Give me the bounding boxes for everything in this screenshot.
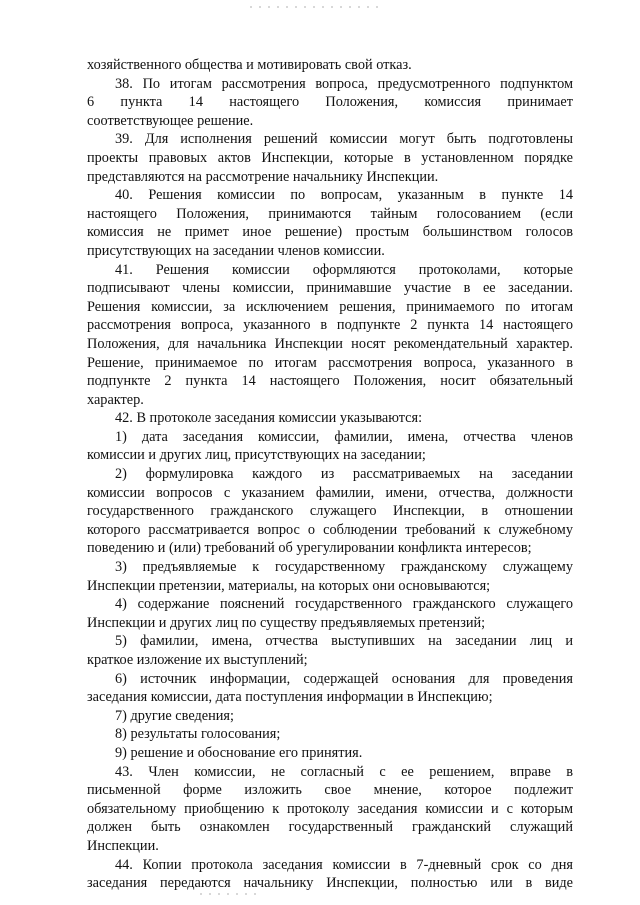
text-line: 4) содержание пояснений государственного гражданского служащего <box>115 596 573 613</box>
text-line: 2) формулировка каждого из рассматриваемых на заседании <box>115 466 573 483</box>
text-line: 8) результаты голосования; <box>115 726 281 743</box>
text-line: 3) предъявляемые к государственному гражданскому служащему <box>115 559 573 576</box>
scan-artifact <box>250 6 380 8</box>
text-line: 38. По итогам рассмотрения вопроса, предусмотренного подпунктом <box>115 75 573 92</box>
text-line: присутствующих на заседании членов комиссии. <box>87 242 385 259</box>
text-line: представляются на рассмотрение начальнику Инспекции. <box>87 168 439 185</box>
text-line: 43. Член комиссии, не согласный с ее решением, вправе в <box>115 763 573 780</box>
text-line: которого рассматривается вопрос о соблюдении требований к служебному <box>87 521 573 538</box>
text-line: комиссии и других лиц, присутствующих на заседании; <box>87 447 426 464</box>
scan-artifact <box>200 893 260 895</box>
text-line: обязательному приобщению к протоколу заседания комиссии и с которым <box>87 800 573 817</box>
text-line: проекты правовых актов Инспекции, которые в установленном порядке <box>87 149 573 166</box>
text-line: 40. Решения комиссии по вопросам, указанным в пункте 14 <box>115 187 573 204</box>
text-line: характер. <box>87 391 144 408</box>
text-line: Инспекции. <box>87 837 159 854</box>
text-line: краткое изложение их выступлений; <box>87 652 308 668</box>
text-line: соответствующее решение. <box>87 112 254 129</box>
text-line: 1) дата заседания комиссии, фамилии, имена, отчества членов <box>115 428 573 445</box>
text-line: комиссия не примет иное решение) простым большинством голосов <box>87 224 573 241</box>
text-line: Решение, принимаемое по итогам рассмотрения вопроса, указанного в <box>87 354 573 371</box>
text-line: рассмотрения вопроса, указанного в подпункте 2 пункта 14 настоящего <box>87 317 573 334</box>
text-line: должен быть ознакомлен государственный гражданский служащий <box>87 819 573 836</box>
text-line: письменной форме изложить свое мнение, которое подлежит <box>87 782 573 799</box>
document-body <box>87 56 573 893</box>
text-line: Инспекции и других лиц по существу предъявляемых претензий; <box>87 614 486 631</box>
text-line: государственного гражданского служащего Инспекции, в отношении <box>87 503 573 520</box>
text-line: 44. Копии протокола заседания комиссии в 7-дневный срок со дня <box>115 856 573 873</box>
text-line: Инспекции претензии, материалы, на которых они основываются; <box>87 577 491 594</box>
text-line: 39. Для исполнения решений комиссии могут быть подготовлены <box>115 131 573 148</box>
text-line: 41. Решения комиссии оформляются протоколами, которые <box>115 261 573 278</box>
text-line: настоящего Положения, принимаются тайным голосованием (если <box>87 205 573 222</box>
text-line: заседания комиссии, дата поступления информации в Инспекцию; <box>87 689 493 706</box>
text-line: комиссии вопросов с указанием фамилии, имени, отчества, должности <box>87 484 573 501</box>
text-line: хозяйственного общества и мотивировать свой отказ. <box>87 57 412 73</box>
text-line: заседания передаются начальнику Инспекции, полностью или в виде <box>87 875 573 892</box>
text-line: 6 пункта 14 настоящего Положения, комиссия принимает <box>87 94 573 111</box>
text-line: поведению и (или) требований об урегулировании конфликта интересов; <box>87 540 532 557</box>
text-line: Положения, для начальника Инспекции носят рекомендательный характер. <box>87 335 573 352</box>
text-line: подпункте 2 пункта 14 настоящего Положения, носит обязательный <box>87 373 573 390</box>
text-line: Решения комиссии, за исключением решения, принимаемого по итогам <box>87 298 573 315</box>
text-line: 42. В протоколе заседания комиссии указываются: <box>115 410 423 427</box>
text-line: 7) другие сведения; <box>115 707 234 724</box>
text-line: 5) фамилии, имена, отчества выступивших на заседании лиц и <box>115 633 573 650</box>
text-line: подписывают члены комиссии, принимавшие участие в ее заседании. <box>87 280 573 297</box>
text-line: 9) решение и обоснование его принятия. <box>115 744 363 761</box>
text-line: 6) источник информации, содержащей основания для проведения <box>115 670 573 687</box>
